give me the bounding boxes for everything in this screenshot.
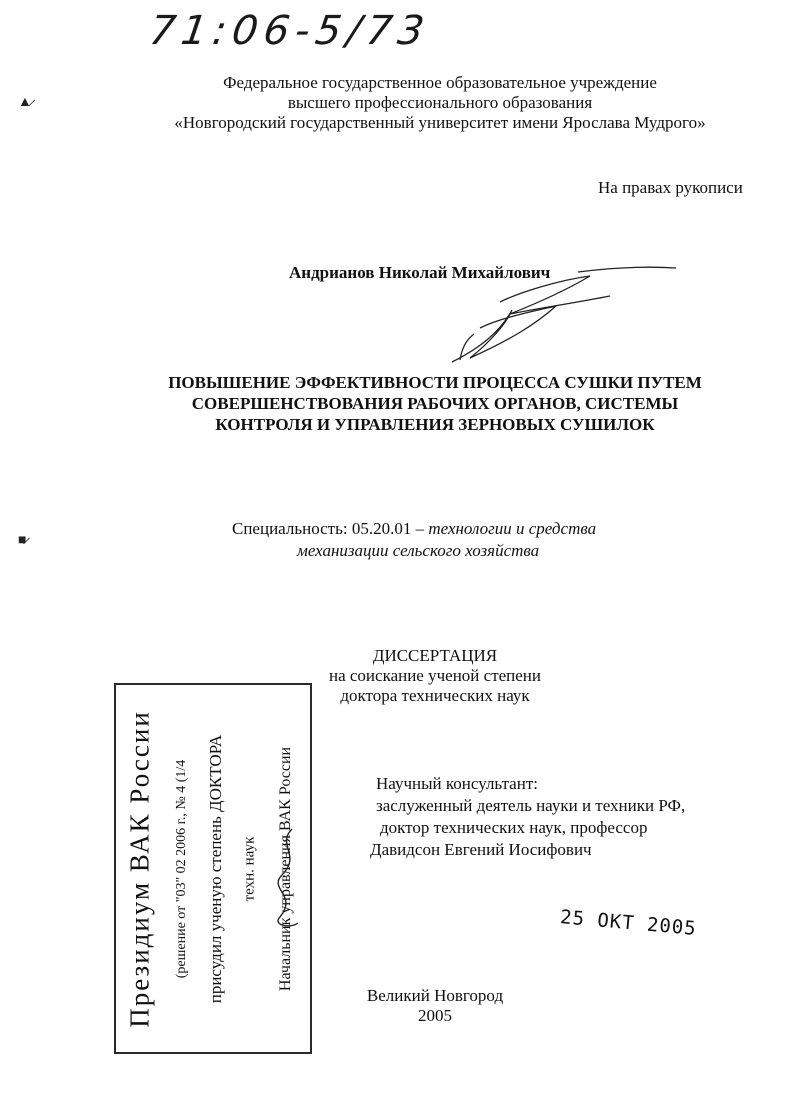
specialty-line-1 xyxy=(232,519,596,539)
specialty-name-part-2: механизации сельского хозяйства xyxy=(297,541,540,560)
received-date-stamp: 25 ОКТ 2005 xyxy=(559,906,698,940)
consultant-name: Давидсон Евгений Иосифович xyxy=(370,840,592,859)
manuscript-rights-note: На правах рукописи xyxy=(598,178,743,197)
vak-stamp-line-4: техн. наук xyxy=(241,836,258,901)
archive-code-handwritten: 71:06-5/73 xyxy=(146,8,433,54)
specialty-name-part-1: технологии и средства xyxy=(428,519,597,538)
title-line-3: КОНТРОЛЯ И УПРАВЛЕНИЯ ЗЕРНОВЫХ СУШИЛОК xyxy=(215,415,655,434)
title-line-1: ПОВЫШЕНИЕ ЭФФЕКТИВНОСТИ ПРОЦЕССА СУШКИ ПУТЕМ xyxy=(168,373,702,392)
author-signature xyxy=(440,262,680,372)
consultant-line-3: доктор технических наук, профессор xyxy=(380,818,648,837)
vak-stamp-line-5: Начальник управления ВАК России xyxy=(277,746,294,991)
title-line-2: СОВЕРШЕНСТВОВАНИЯ РАБОЧИХ ОРГАНОВ, СИСТЕМЫ xyxy=(191,394,679,413)
dissertation-line-3: доктора технических наук xyxy=(340,686,530,705)
dissertation-heading: ДИССЕРТАЦИЯ xyxy=(372,646,498,665)
vak-stamp-line-2: (решение от "03" 02 2006 г., № 4 (1/4 xyxy=(174,759,189,978)
city: Великий Новгород xyxy=(366,986,504,1005)
vak-approval-stamp xyxy=(114,683,312,1054)
vak-stamp-column-1 xyxy=(120,685,160,1052)
vak-stamp-signature xyxy=(262,825,308,935)
margin-mark-2: ■̷ xyxy=(18,533,27,548)
institution-line-1: Федеральное государственное образовательное учреждение xyxy=(223,73,657,92)
author-name: Андрианов Николай Михайлович xyxy=(289,263,551,282)
specialty-label: Специальность: 05.20.01 – xyxy=(232,519,429,538)
institution-line-3: «Новгородский государственный университет имени Ярослава Мудрого» xyxy=(174,113,706,132)
institution-header xyxy=(0,73,800,133)
vak-stamp-line-1: Президиум ВАК России xyxy=(124,709,155,1028)
scientific-consultant xyxy=(370,773,686,861)
vak-stamp-line-3: присудил ученую степень ДОКТОРА xyxy=(206,734,225,1003)
thesis-title xyxy=(120,372,750,435)
year: 2005 xyxy=(418,1006,452,1025)
consultant-label: Научный консультант: xyxy=(376,774,538,793)
dissertation-line-2: на соискание ученой степени xyxy=(328,666,542,685)
consultant-line-2: заслуженный деятель науки и техники РФ, xyxy=(376,796,686,815)
institution-line-2: высшего профессионального образования xyxy=(287,93,593,112)
margin-mark-1: ▲̷ xyxy=(18,95,32,110)
